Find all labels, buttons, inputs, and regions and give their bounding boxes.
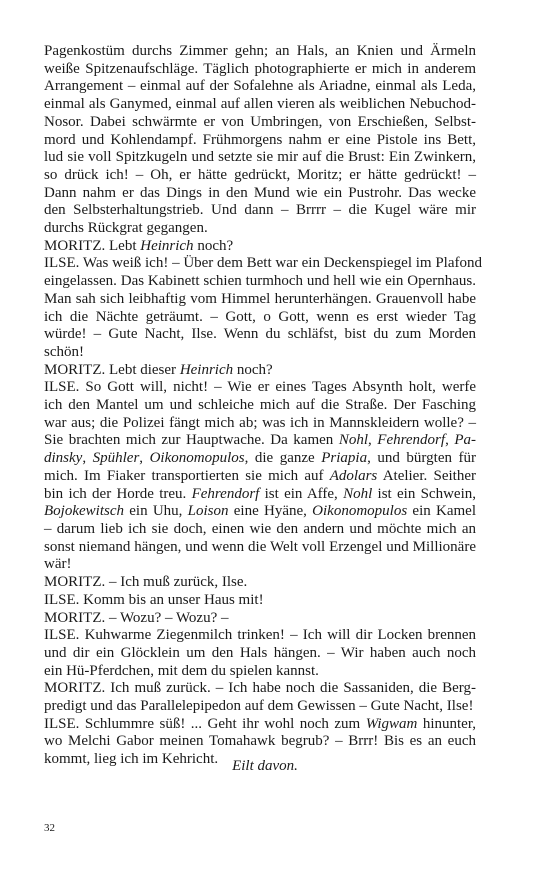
text-line <box>44 627 476 645</box>
text-line <box>44 450 476 468</box>
text-run: und dir ein Glöcklein um den Hals hängen. – Wir haben auch noch <box>44 644 476 661</box>
text-run: ich die Nächte geträumt. – Gott, o Gott, wenn es erst wieder Tag <box>44 308 476 325</box>
text-line <box>44 202 476 220</box>
text-line <box>44 309 476 327</box>
text-paragraph <box>44 574 476 592</box>
text-run: weiße Spitzenaufschläge. Täglich photographierte er mich in anderem <box>44 60 476 77</box>
text-line <box>44 167 476 185</box>
text-run: wär! <box>44 556 72 573</box>
italic-name: Oikonomopulos <box>312 503 408 520</box>
text-line <box>44 78 476 96</box>
italic-name: Adolars <box>329 467 378 484</box>
text-line <box>44 432 476 450</box>
text-run: Man sah sich leibhaftig vom Himmel herunterhängen. Grauenvoll habe <box>44 290 476 307</box>
text-run: , <box>368 432 378 449</box>
text-run: den Selbsterhaltungstrieb. Und dann – Brrrr – die Kugel wäre mir <box>44 202 476 219</box>
text-run: ein Uhu, <box>123 503 188 520</box>
text-line <box>44 291 476 309</box>
text-run: Pagenkostüm durchs Zimmer gehn; an Hals, an Knien und Ärmeln <box>44 43 476 59</box>
text-paragraph <box>44 680 476 715</box>
text-run: hinunter, <box>417 715 476 732</box>
text-line <box>44 610 476 628</box>
text-run: , <box>82 450 93 467</box>
text-run: MORITZ. – Wozu? – Wozu? – <box>44 609 229 626</box>
italic-name: dinsky <box>44 450 83 467</box>
text-line <box>44 468 476 486</box>
text-line <box>44 43 476 61</box>
text-line <box>44 486 476 504</box>
text-run: ILSE. So Gott will, nicht! – Wie er eines Tages Absynth holt, werfe <box>44 379 476 396</box>
text-run: Sie brachten mich zur Hauptwache. Da kamen <box>44 432 339 449</box>
text-run: eingelassen. Das Kabinett schien turmhoch und hell wie ein Opernhaus. <box>44 273 476 290</box>
text-line <box>44 539 476 557</box>
text-run: , <box>139 450 150 467</box>
text-run: noch? <box>233 361 273 378</box>
text-line <box>44 238 476 256</box>
text-line <box>44 61 476 79</box>
italic-name: Wigwam <box>365 715 418 732</box>
text-paragraph <box>44 592 476 610</box>
text-line <box>44 362 476 380</box>
text-line <box>44 680 476 698</box>
text-run: mich. Im Fiaker transportierten sie mich auf <box>44 467 330 484</box>
text-line <box>44 716 476 734</box>
text-paragraph <box>44 43 476 238</box>
text-run: noch? <box>193 237 234 254</box>
italic-name: Oikonomopulos <box>149 450 245 467</box>
text-run: war aus; die Polizei fängt mich ab; was ich in Mannskleidern wolle? – <box>44 414 476 431</box>
text-run: mord und Kohlendampf. Frühmorgens nahm er eine Pistole ins Bett, <box>44 131 476 148</box>
stage-direction-wrap <box>44 758 476 775</box>
text-line <box>44 698 476 716</box>
text-paragraph <box>44 362 476 380</box>
text-line <box>44 114 476 132</box>
text-line <box>44 521 476 539</box>
italic-name: Heinrich <box>140 237 194 254</box>
text-line <box>44 220 476 238</box>
italic-name: Nohl <box>343 485 373 502</box>
text-run: würde! – Gute Nacht, Ilse. Wenn du schläfst, bist du zum Morden <box>44 326 476 343</box>
text-run: ILSE. Kuhwarme Ziegenmilch trinken! – Ich will dir Locken brennen <box>44 627 476 644</box>
text-run: predigt und das Parallelepipedon auf dem Gewissen – Gute Nacht, Ilse! <box>44 698 474 715</box>
italic-name: Priapia <box>321 450 368 467</box>
text-run: wo Melchi Gabor meinen Tomahawk begrub? – Brrr! Bis es an euch <box>44 733 476 750</box>
text-paragraph <box>44 238 476 256</box>
text-run: MORITZ. – Ich muß zurück, Ilse. <box>44 574 248 591</box>
italic-name: Spühler <box>92 450 140 467</box>
text-run: , die ganze <box>244 450 322 467</box>
text-line <box>44 132 476 150</box>
text-run: , <box>445 432 455 449</box>
italic-name: Nohl <box>338 432 369 449</box>
text-run: – darum lieb ich sie doch, einen wie den andern und möchte mich an <box>44 520 476 537</box>
text-run: einmal als Ganymed, einmal auf allen vieren als weiblichen Nebuchod- <box>44 96 476 113</box>
text-run: MORITZ. Lebt dieser <box>44 361 180 378</box>
text-paragraph <box>44 627 476 680</box>
text-line <box>44 149 476 167</box>
text-run: bin ich der Horde treu. <box>44 485 192 502</box>
text-run: eine Hyäne, <box>228 503 313 520</box>
text-run: ein Kamel <box>407 503 476 520</box>
page-number: 32 <box>44 822 55 834</box>
book-page-text <box>44 43 482 769</box>
text-line <box>44 185 476 203</box>
text-run: , und bürgten für <box>367 450 477 467</box>
text-paragraph <box>44 255 482 361</box>
text-line <box>44 344 476 362</box>
text-paragraph <box>44 379 476 574</box>
text-line <box>44 503 476 521</box>
text-line <box>44 733 476 751</box>
text-run: ILSE. Was weiß ich! – Über dem Bett war ein Deckenspiegel im Plafond <box>44 255 482 272</box>
text-run: durchs Rückgrat gegangen. <box>44 220 208 237</box>
text-line <box>44 592 476 610</box>
italic-name: Fehrendorf <box>191 485 260 502</box>
text-run: lud sie voll Spitzkugeln und setzte sie mir auf die Brust: Ein Zwinkern, <box>44 149 476 166</box>
text-line <box>44 645 476 663</box>
italic-name: Fehrendorf <box>377 432 446 449</box>
text-run: Arrangement – einmal auf der Sofalehne als Ariadne, einmal als Leda, <box>44 78 476 95</box>
text-line <box>44 379 476 397</box>
text-run: ist ein Schwein, <box>372 485 476 502</box>
text-run: Dann nahm er das Dings in den Mund wie ein Pustrohr. Das wecke <box>44 184 476 201</box>
text-line <box>44 255 482 273</box>
text-run: schön! <box>44 343 84 360</box>
text-run: ich den Mantel um und schleiche mich auf die Straße. Der Fasching <box>44 397 476 414</box>
text-line <box>44 574 476 592</box>
italic-name: Heinrich <box>179 361 234 378</box>
text-run: sonst niemand hängen, und wenn die Welt voll Erzengel und Millionäre <box>44 538 476 555</box>
text-run: kommt, lieg ich im Kehricht. <box>44 751 219 768</box>
text-line <box>44 96 476 114</box>
italic-name: Loison <box>187 503 229 520</box>
italic-name: Bojokewitsch <box>44 503 124 520</box>
text-line <box>44 397 476 415</box>
text-run: Nosor. Dabei schwärmte er von Umbringen, von Erschießen, Selbst- <box>44 113 476 130</box>
text-paragraph <box>44 610 476 628</box>
text-run: so drück ich! – Oh, er hätte gedrückt, Moritz; er hätte gedrückt! – <box>44 166 476 183</box>
text-run: ein Hü-Pferdchen, mit dem du spielen kannst. <box>44 662 319 679</box>
text-line <box>44 273 476 291</box>
text-line <box>44 663 476 681</box>
italic-name: Pa- <box>454 432 477 449</box>
text-run: Atelier. Seither <box>377 467 476 484</box>
text-run: MORITZ. Lebt <box>44 237 141 254</box>
text-line <box>44 415 476 433</box>
stage-direction: Eilt davon. <box>232 758 298 774</box>
text-line <box>44 326 476 344</box>
text-run: ILSE. Komm bis an unser Haus mit! <box>44 591 264 608</box>
text-run: MORITZ. Ich muß zurück. – Ich habe noch die Sassaniden, die Berg- <box>44 680 476 697</box>
text-line <box>44 556 476 574</box>
text-run: ILSE. Schlummre süß! ... Geht ihr wohl noch zum <box>44 715 366 732</box>
text-run: ist ein Affe, <box>259 485 344 502</box>
